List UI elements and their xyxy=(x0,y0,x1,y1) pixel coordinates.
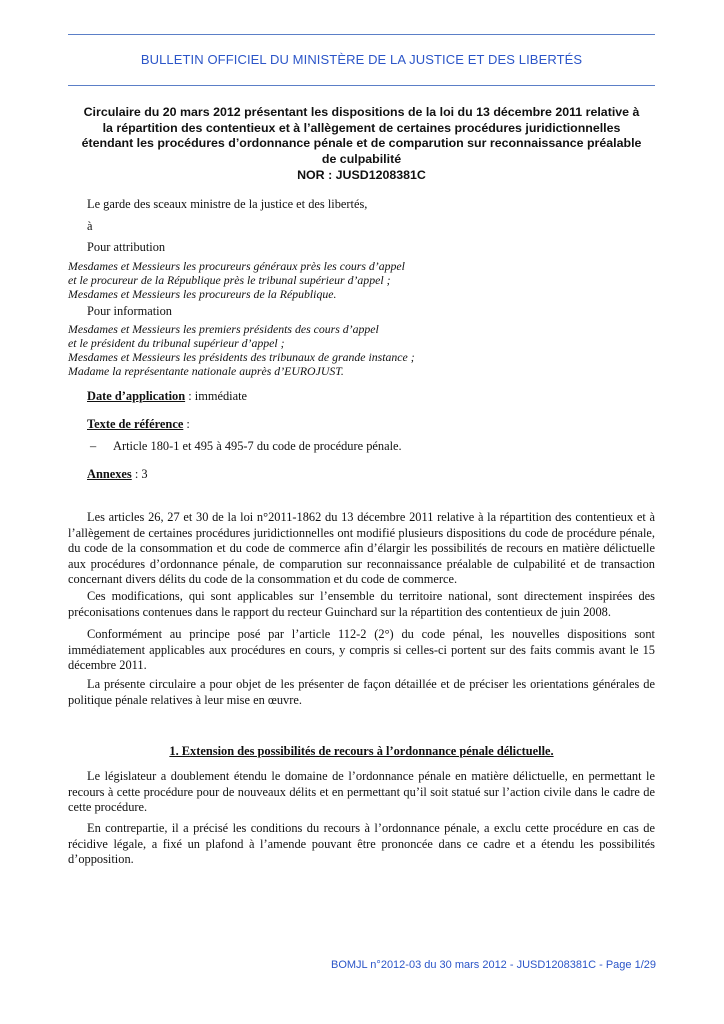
circulaire-title-line: Circulaire du 20 mars 2012 présentant les dispositions de la loi du 13 décembre 2011 relative à xyxy=(83,105,640,119)
circulaire-title-line: la répartition des contentieux et à l’allègement de certaines procédures juridictionnelles xyxy=(102,120,621,135)
section-paragraph: Le législateur a doublement étendu le domaine de l’ordonnance pénale en matière délictuelle, en permettant le recours à cette procédure pour de nouveaux délits et en permettant qu’il soit statué sur l’action civile dans le cadre de cette procédure. xyxy=(68,769,655,814)
annexes-value: : 3 xyxy=(131,467,148,481)
information-recipient: Mesdames et Messieurs les présidents des tribunaux de grande instance ; xyxy=(68,350,415,364)
reference-dash: – xyxy=(90,439,97,453)
date-application-value: : immédiate xyxy=(185,389,248,403)
texte-reference xyxy=(87,417,190,432)
page-footer: BOMJL n°2012-03 du 30 mars 2012 - JUSD1208381C - Page 1/29 xyxy=(330,959,656,971)
date-application xyxy=(87,389,247,404)
annexes-label: Annexes xyxy=(87,467,132,481)
circulaire-title-line: étendant les procédures d’ordonnance pénale et de comparution sur reconnaissance préalable xyxy=(81,136,642,150)
texte-reference-suffix: : xyxy=(183,417,190,431)
body-paragraph: Conformément au principe posé par l’article 112-2 (2°) du code pénal, les nouvelles dispositions sont immédiatement applicables aux procédures en cours, y compris si celles-ci portent sur des faits commis avant le 15 décembre 2011. xyxy=(68,627,655,672)
information-recipient: et le président du tribunal supérieur d’appel ; xyxy=(68,336,285,350)
attribution-recipient: Mesdames et Messieurs les procureurs généraux près les cours d’appel xyxy=(68,259,405,273)
header-rule-bottom xyxy=(68,85,655,86)
section-paragraph: En contrepartie, il a précisé les conditions du recours à l’ordonnance pénale, a exclu cette procédure en cas de récidive légale, a fixé un plafond à l’amende pouvant être prononcée dans ce cadre et a étendu les possibilités d’opposition. xyxy=(68,821,655,866)
reference-item: Article 180-1 et 495 à 495-7 du code de procédure pénale. xyxy=(113,439,402,453)
attribution-recipient: Mesdames et Messieurs les procureurs de la République. xyxy=(68,287,337,301)
attribution-label: Pour attribution xyxy=(87,240,166,254)
circulaire-title-line: de culpabilité xyxy=(321,151,402,166)
texte-reference-label: Texte de référence xyxy=(87,417,184,431)
header-rule-top xyxy=(68,34,655,35)
body-paragraph: Ces modifications, qui sont applicables sur l’ensemble du territoire national, sont directement inspirées des préconisations contenues dans le rapport du recteur Guinchard sur la répartition des contentieux de juin 2008. xyxy=(68,589,655,619)
nor-reference: NOR : JUSD1208381C xyxy=(297,168,426,182)
date-application-label: Date d’application xyxy=(87,389,186,403)
attribution-recipient: et le procureur de la République près le tribunal supérieur d’appel ; xyxy=(68,273,391,287)
body-paragraph: Les articles 26, 27 et 30 de la loi n°2011-1862 du 13 décembre 2011 relative à la répartition des contentieux et à l’allègement de certaines procédures juridictionnelles ont modifié plusieurs dispositions du code de procédure pénale, du code de la consommation et du code de commerce afin d’élargir les possibilités de recours en matière délictuelle aux procédures d’ordonnance pénale, de comparution sur reconnaissance préalable de culpabilité et de transaction concernant divers délits du code de la consommation et du code de commerce. xyxy=(68,510,655,586)
section-title: 1. Extension des possibilités de recours à l’ordonnance pénale délictuelle. xyxy=(169,744,554,758)
to-line: à xyxy=(87,219,93,233)
annexes xyxy=(87,467,148,482)
bulletin-header-title: BULLETIN OFFICIEL DU MINISTÈRE DE LA JUSTICE ET DES LIBERTÉS xyxy=(140,52,583,67)
circulaire-title xyxy=(68,105,655,167)
information-recipient: Madame la représentante nationale auprès d’EUROJUST. xyxy=(68,364,344,378)
body-paragraph: La présente circulaire a pour objet de les présenter de façon détaillée et de préciser les orientations générales de politique pénale relatives à leur mise en œuvre. xyxy=(68,677,655,707)
information-label: Pour information xyxy=(87,304,173,318)
information-recipient: Mesdames et Messieurs les premiers présidents des cours d’appel xyxy=(68,322,379,336)
sender-line: Le garde des sceaux ministre de la justice et des libertés, xyxy=(87,197,368,211)
